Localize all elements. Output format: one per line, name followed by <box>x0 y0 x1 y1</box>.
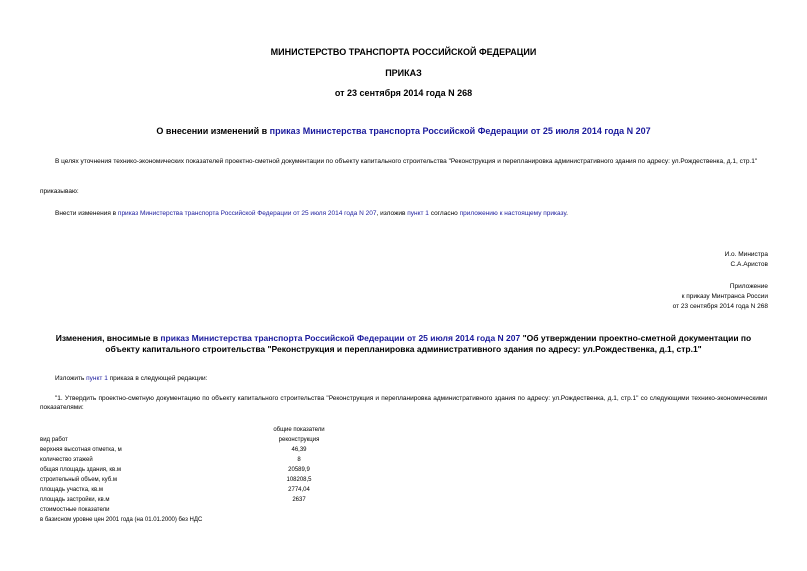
changes-title-suffix: "Об утверждении проектно-сметной документации по объекту капитального строительства "Реконструкция и перепланировка административного здания по адресу: ул.Рождественка, д.1, стр.1" <box>105 333 752 354</box>
table-row <box>40 485 344 495</box>
row-label: стоимостные показатели <box>40 507 110 513</box>
title-order-link[interactable]: приказ Министерства транспорта Российской Федерации от 25 июля 2014 года N 207 <box>269 126 651 136</box>
changes-title-order-link[interactable]: приказ Министерства транспорта Российской Федерации от 25 июля 2014 года N 207 <box>160 333 521 343</box>
row-value <box>254 505 344 515</box>
table-row <box>40 425 344 435</box>
header-right-line1: общие показатели <box>273 427 325 433</box>
signature-position: И.о. Министра <box>724 251 768 258</box>
table-row <box>40 445 344 455</box>
signature-name: С.А.Аристов <box>730 261 768 268</box>
appendix-line2: к приказу Минтранса России <box>681 293 768 300</box>
title-prefix: О внесении изменений в <box>156 126 270 136</box>
change-order-link[interactable]: приказ Министерства транспорта Российской Федерации от 25 июля 2014 года N 207 <box>117 210 377 217</box>
row-label: верхняя высотная отметка, м <box>40 447 122 453</box>
row-value: 8 <box>297 457 301 463</box>
intro-paragraph: В целях уточнения технико-экономических показателей проектно-сметной документации по объекту капитального строительства "Реконструкция и перепланировка административного здания по адресу: ул.Рождественка, д.1, стр.1" <box>55 158 758 165</box>
date-number-heading: от 23 сентября 2014 года N 268 <box>334 88 473 98</box>
appendix-line3: от 23 сентября 2014 года N 268 <box>672 303 768 310</box>
appendix-line1: Приложение <box>729 283 768 290</box>
table-row <box>40 465 344 475</box>
row-label: в базисном уровне цен 2001 года (на 01.01.2000) без НДС <box>40 517 203 523</box>
row-value: 108208,5 <box>286 477 312 483</box>
document-title <box>0 126 807 136</box>
row-value: 46,39 <box>291 447 307 453</box>
table-row <box>40 515 344 525</box>
row-value: 2774,04 <box>288 487 310 493</box>
changes-point-link[interactable]: пункт 1 <box>86 375 108 382</box>
indicators-table <box>40 425 344 525</box>
changes-para1 <box>55 374 207 383</box>
ministry-heading: МИНИСТЕРСТВО ТРАНСПОРТА РОССИЙСКОЙ ФЕДЕРАЦИИ <box>270 47 537 57</box>
table-row <box>40 475 344 485</box>
order-word: приказываю: <box>40 188 79 195</box>
changes-para1-suffix: приказа в следующей редакции: <box>107 375 208 382</box>
header-right-line2: реконструкция <box>278 437 320 443</box>
changes-para2: "1. Утвердить проектно-сметную документацию по объекту капитального строительства "Реконструкция и перепланировка административного здания по адресу: ул.Рождественка, д.1, стр.1" со следующими технико-экономическими показателями: <box>40 395 767 411</box>
header-left: вид работ <box>40 437 68 443</box>
doc-type-heading: ПРИКАЗ <box>385 68 422 78</box>
row-value <box>254 515 344 525</box>
row-label: строительный объем, куб.м <box>40 477 117 483</box>
change-point-link[interactable]: пункт 1 <box>407 210 429 217</box>
table-row <box>40 435 344 445</box>
change-paragraph <box>55 209 767 218</box>
table-row <box>40 495 344 505</box>
change-prefix: Внести изменения в <box>55 210 118 217</box>
row-label: площадь застройки, кв.м <box>40 497 110 503</box>
row-label: общая площадь здания, кв.м <box>40 467 121 473</box>
row-label: площадь участка, кв.м <box>40 487 103 493</box>
change-appendix-link[interactable]: приложению к настоящему приказу <box>459 210 567 217</box>
row-value: 2637 <box>292 497 306 503</box>
changes-title-prefix: Изменения, вносимые в <box>55 333 161 343</box>
change-mid2: согласно <box>428 210 460 217</box>
row-value: 20589,9 <box>288 467 310 473</box>
change-mid1: , изложив <box>376 210 408 217</box>
row-label: количество этажей <box>40 457 93 463</box>
table-row <box>40 505 344 515</box>
changes-title <box>40 333 767 355</box>
change-suffix: . <box>566 210 568 217</box>
changes-para1-prefix: Изложить <box>55 375 87 382</box>
table-row <box>40 455 344 465</box>
